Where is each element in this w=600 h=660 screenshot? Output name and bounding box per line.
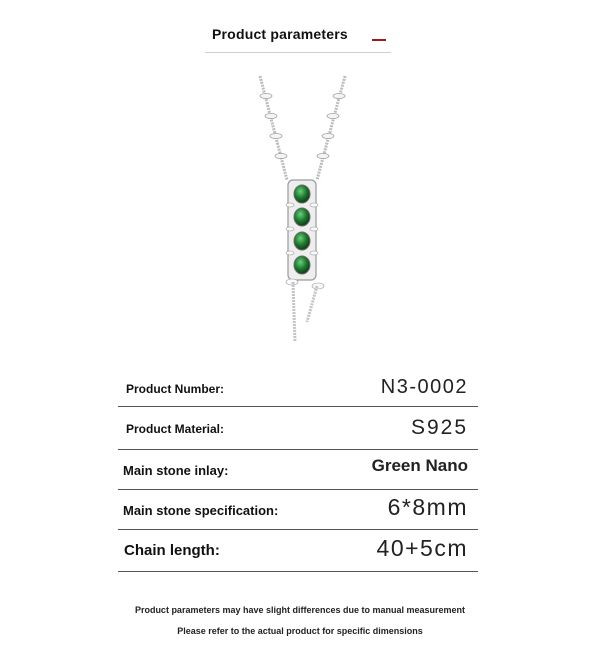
section-title: Product parameters — [212, 26, 348, 42]
header-accent-mark — [372, 39, 386, 41]
spec-value: Green Nano — [371, 456, 468, 475]
spec-label: Product Material: — [126, 422, 225, 436]
measurement-disclaimer: Product parameters may have slight differences due to manual measurement — [134, 605, 466, 615]
spec-value: S925 — [410, 416, 468, 439]
row-divider — [118, 449, 478, 450]
necklace-product-image — [235, 72, 365, 347]
spec-label: Product Number: — [126, 382, 225, 396]
dimensions-disclaimer: Please refer to the actual product for specific dimensions — [177, 626, 423, 636]
spec-value: 40+5cm — [376, 535, 468, 561]
row-divider — [118, 406, 478, 407]
row-divider — [118, 571, 478, 572]
header-underline — [205, 52, 391, 53]
section-header — [0, 22, 600, 62]
spec-label: Chain length: — [124, 542, 220, 559]
spec-value: 6*8mm — [387, 494, 468, 520]
row-divider — [118, 489, 478, 490]
spec-label: Main stone specification: — [123, 503, 279, 518]
row-divider — [118, 529, 478, 530]
spec-label: Main stone inlay: — [123, 463, 229, 478]
emerald-pendant-necklace-icon — [235, 72, 365, 347]
spec-value: N3-0002 — [380, 376, 468, 398]
